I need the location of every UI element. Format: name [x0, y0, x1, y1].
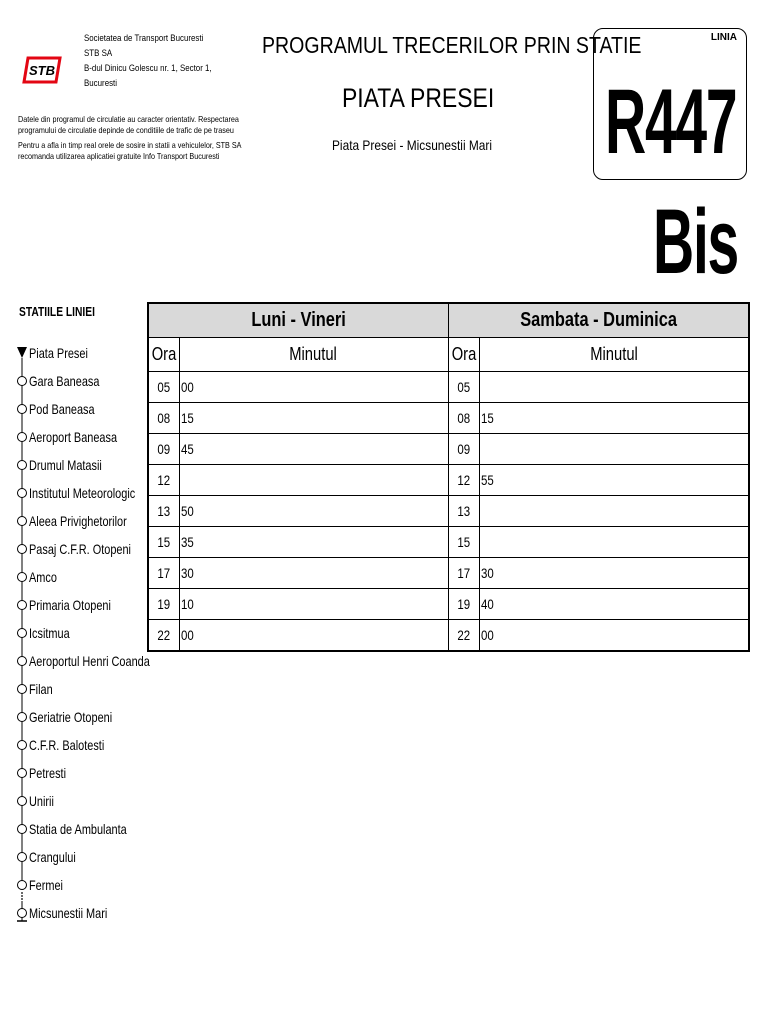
weekend-minute-cell: 40: [479, 589, 749, 620]
stop-name: Filan: [29, 681, 53, 697]
weekend-header: Sambata - Duminica: [448, 303, 749, 338]
weekday-minute-cell: [179, 465, 448, 496]
weekday-hour-cell: 12: [148, 465, 179, 496]
stop-name: Institutul Meteorologic: [29, 485, 136, 501]
weekend-minute-cell: 30: [479, 558, 749, 589]
timetable-row: [148, 372, 749, 403]
stop-item: [16, 452, 156, 480]
weekend-minute-cell: 55: [479, 465, 749, 496]
weekday-hour-cell: 15: [148, 527, 179, 558]
stops-list: [16, 340, 156, 928]
stops-heading: STATIILE LINIEI: [19, 305, 95, 319]
stop-item: [16, 676, 156, 704]
weekend-hour-cell: 17: [448, 558, 479, 589]
weekday-minute-cell: 35: [179, 527, 448, 558]
weekday-minute-cell: 50: [179, 496, 448, 527]
stop-name: Unirii: [29, 793, 54, 809]
weekend-hour-cell: 15: [448, 527, 479, 558]
stop-item: [16, 816, 156, 844]
minute-header: Minutul: [479, 338, 749, 372]
stop-name: Crangului: [29, 849, 76, 865]
stop-name: Statia de Ambulanta: [29, 821, 127, 837]
timetable-row: [148, 465, 749, 496]
line-number-box: [593, 28, 747, 180]
stop-name: Drumul Matasii: [29, 457, 102, 473]
stop-item: [16, 396, 156, 424]
stop-item: [16, 900, 156, 928]
stop-name: Icsitmua: [29, 625, 70, 641]
weekend-hour-cell: 05: [448, 372, 479, 403]
disclaimer-line: Datele din programul de circulatie au caracter orientativ. Respectarea: [18, 115, 239, 124]
weekday-hour-cell: 17: [148, 558, 179, 589]
stop-item: [16, 732, 156, 760]
stop-item: [16, 844, 156, 872]
line-label: LINIA: [710, 32, 737, 43]
stop-name: Micsunestii Mari: [29, 905, 108, 921]
minute-header: Minutul: [179, 338, 448, 372]
weekday-minute-cell: 10: [179, 589, 448, 620]
logo-text: STB: [29, 63, 55, 78]
timetable-row: [148, 620, 749, 652]
weekend-minute-cell: 15: [479, 403, 749, 434]
weekend-minute-cell: [479, 527, 749, 558]
stop-name: Amco: [29, 569, 57, 585]
timetable: [147, 302, 750, 652]
company-address-1: B-dul Dinicu Golescu nr. 1, Sector 1,: [84, 63, 212, 73]
weekday-minute-cell: 00: [179, 372, 448, 403]
stop-item: [16, 424, 156, 452]
weekday-minute-cell: 45: [179, 434, 448, 465]
weekday-hour-cell: 08: [148, 403, 179, 434]
company-address-2: Bucuresti: [84, 78, 118, 88]
company-name: Societatea de Transport Bucuresti: [84, 33, 204, 43]
weekday-minute-cell: 15: [179, 403, 448, 434]
timetable-row: [148, 558, 749, 589]
stop-item: [16, 648, 156, 676]
weekend-hour-cell: 19: [448, 589, 479, 620]
timetable-body: [148, 372, 749, 652]
stop-item: [16, 592, 156, 620]
weekday-hour-cell: 09: [148, 434, 179, 465]
disclaimer: [18, 114, 241, 166]
stop-name: C.F.R. Balotesti: [29, 737, 105, 753]
stop-item: [16, 368, 156, 396]
route-description: Piata Presei - Micsunestii Mari: [332, 137, 493, 153]
timetable-row: [148, 527, 749, 558]
weekday-hour-cell: 22: [148, 620, 179, 652]
weekday-hour-cell: 05: [148, 372, 179, 403]
stop-name: Fermei: [29, 877, 63, 893]
page-title: PROGRAMUL TRECERILOR PRIN STATIE: [262, 32, 642, 58]
stop-item: [16, 564, 156, 592]
company-info: [84, 31, 212, 91]
weekend-hour-cell: 22: [448, 620, 479, 652]
disclaimer-line: recomanda utilizarea aplicatiei gratuite Info Transport Bucuresti: [18, 152, 220, 161]
stb-logo: [22, 54, 62, 86]
stop-name: Aeroportul Henri Coanda: [29, 653, 150, 669]
weekday-hour-cell: 19: [148, 589, 179, 620]
weekday-minute-cell: 00: [179, 620, 448, 652]
stop-item: [16, 508, 156, 536]
stop-item: [16, 872, 156, 900]
timetable-row: [148, 434, 749, 465]
station-name: PIATA PRESEI: [342, 83, 495, 113]
stop-name: Piata Presei: [29, 345, 88, 361]
weekday-header: Luni - Vineri: [148, 303, 448, 338]
company-short: STB SA: [84, 48, 113, 58]
hour-header: Ora: [148, 338, 179, 372]
stop-item: [16, 788, 156, 816]
disclaimer-line: programului de circulatie depinde de conditiile de trafic de pe traseu: [18, 126, 234, 135]
stop-item: [16, 620, 156, 648]
weekend-minute-cell: 00: [479, 620, 749, 652]
timetable-row: [148, 496, 749, 527]
weekday-minute-cell: 30: [179, 558, 448, 589]
weekend-hour-cell: 08: [448, 403, 479, 434]
weekend-hour-cell: 09: [448, 434, 479, 465]
stop-item: [16, 704, 156, 732]
stop-item: [16, 480, 156, 508]
weekend-minute-cell: [479, 434, 749, 465]
stop-name: Aeroport Baneasa: [29, 429, 118, 445]
hour-header: Ora: [448, 338, 479, 372]
disclaimer-line: Pentru a afla in timp real orele de sosire in statii a vehiculelor, STB SA: [18, 141, 242, 150]
line-number: R447: [605, 71, 737, 173]
weekend-hour-cell: 13: [448, 496, 479, 527]
line-suffix: Bis: [653, 191, 739, 293]
stop-name: Pod Baneasa: [29, 401, 95, 417]
weekend-minute-cell: [479, 496, 749, 527]
terminal-stop-icon: [16, 905, 28, 933]
timetable-row: [148, 403, 749, 434]
stop-item: [16, 760, 156, 788]
stop-item: [16, 340, 156, 368]
weekend-hour-cell: 12: [448, 465, 479, 496]
timetable-row: [148, 589, 749, 620]
stop-name: Aleea Privighetorilor: [29, 513, 127, 529]
weekend-minute-cell: [479, 372, 749, 403]
stop-item: [16, 536, 156, 564]
stop-name: Primaria Otopeni: [29, 597, 111, 613]
stop-name: Gara Baneasa: [29, 373, 100, 389]
stop-name: Geriatrie Otopeni: [29, 709, 113, 725]
stop-name: Petresti: [29, 765, 67, 781]
weekday-hour-cell: 13: [148, 496, 179, 527]
stop-name: Pasaj C.F.R. Otopeni: [29, 541, 131, 557]
